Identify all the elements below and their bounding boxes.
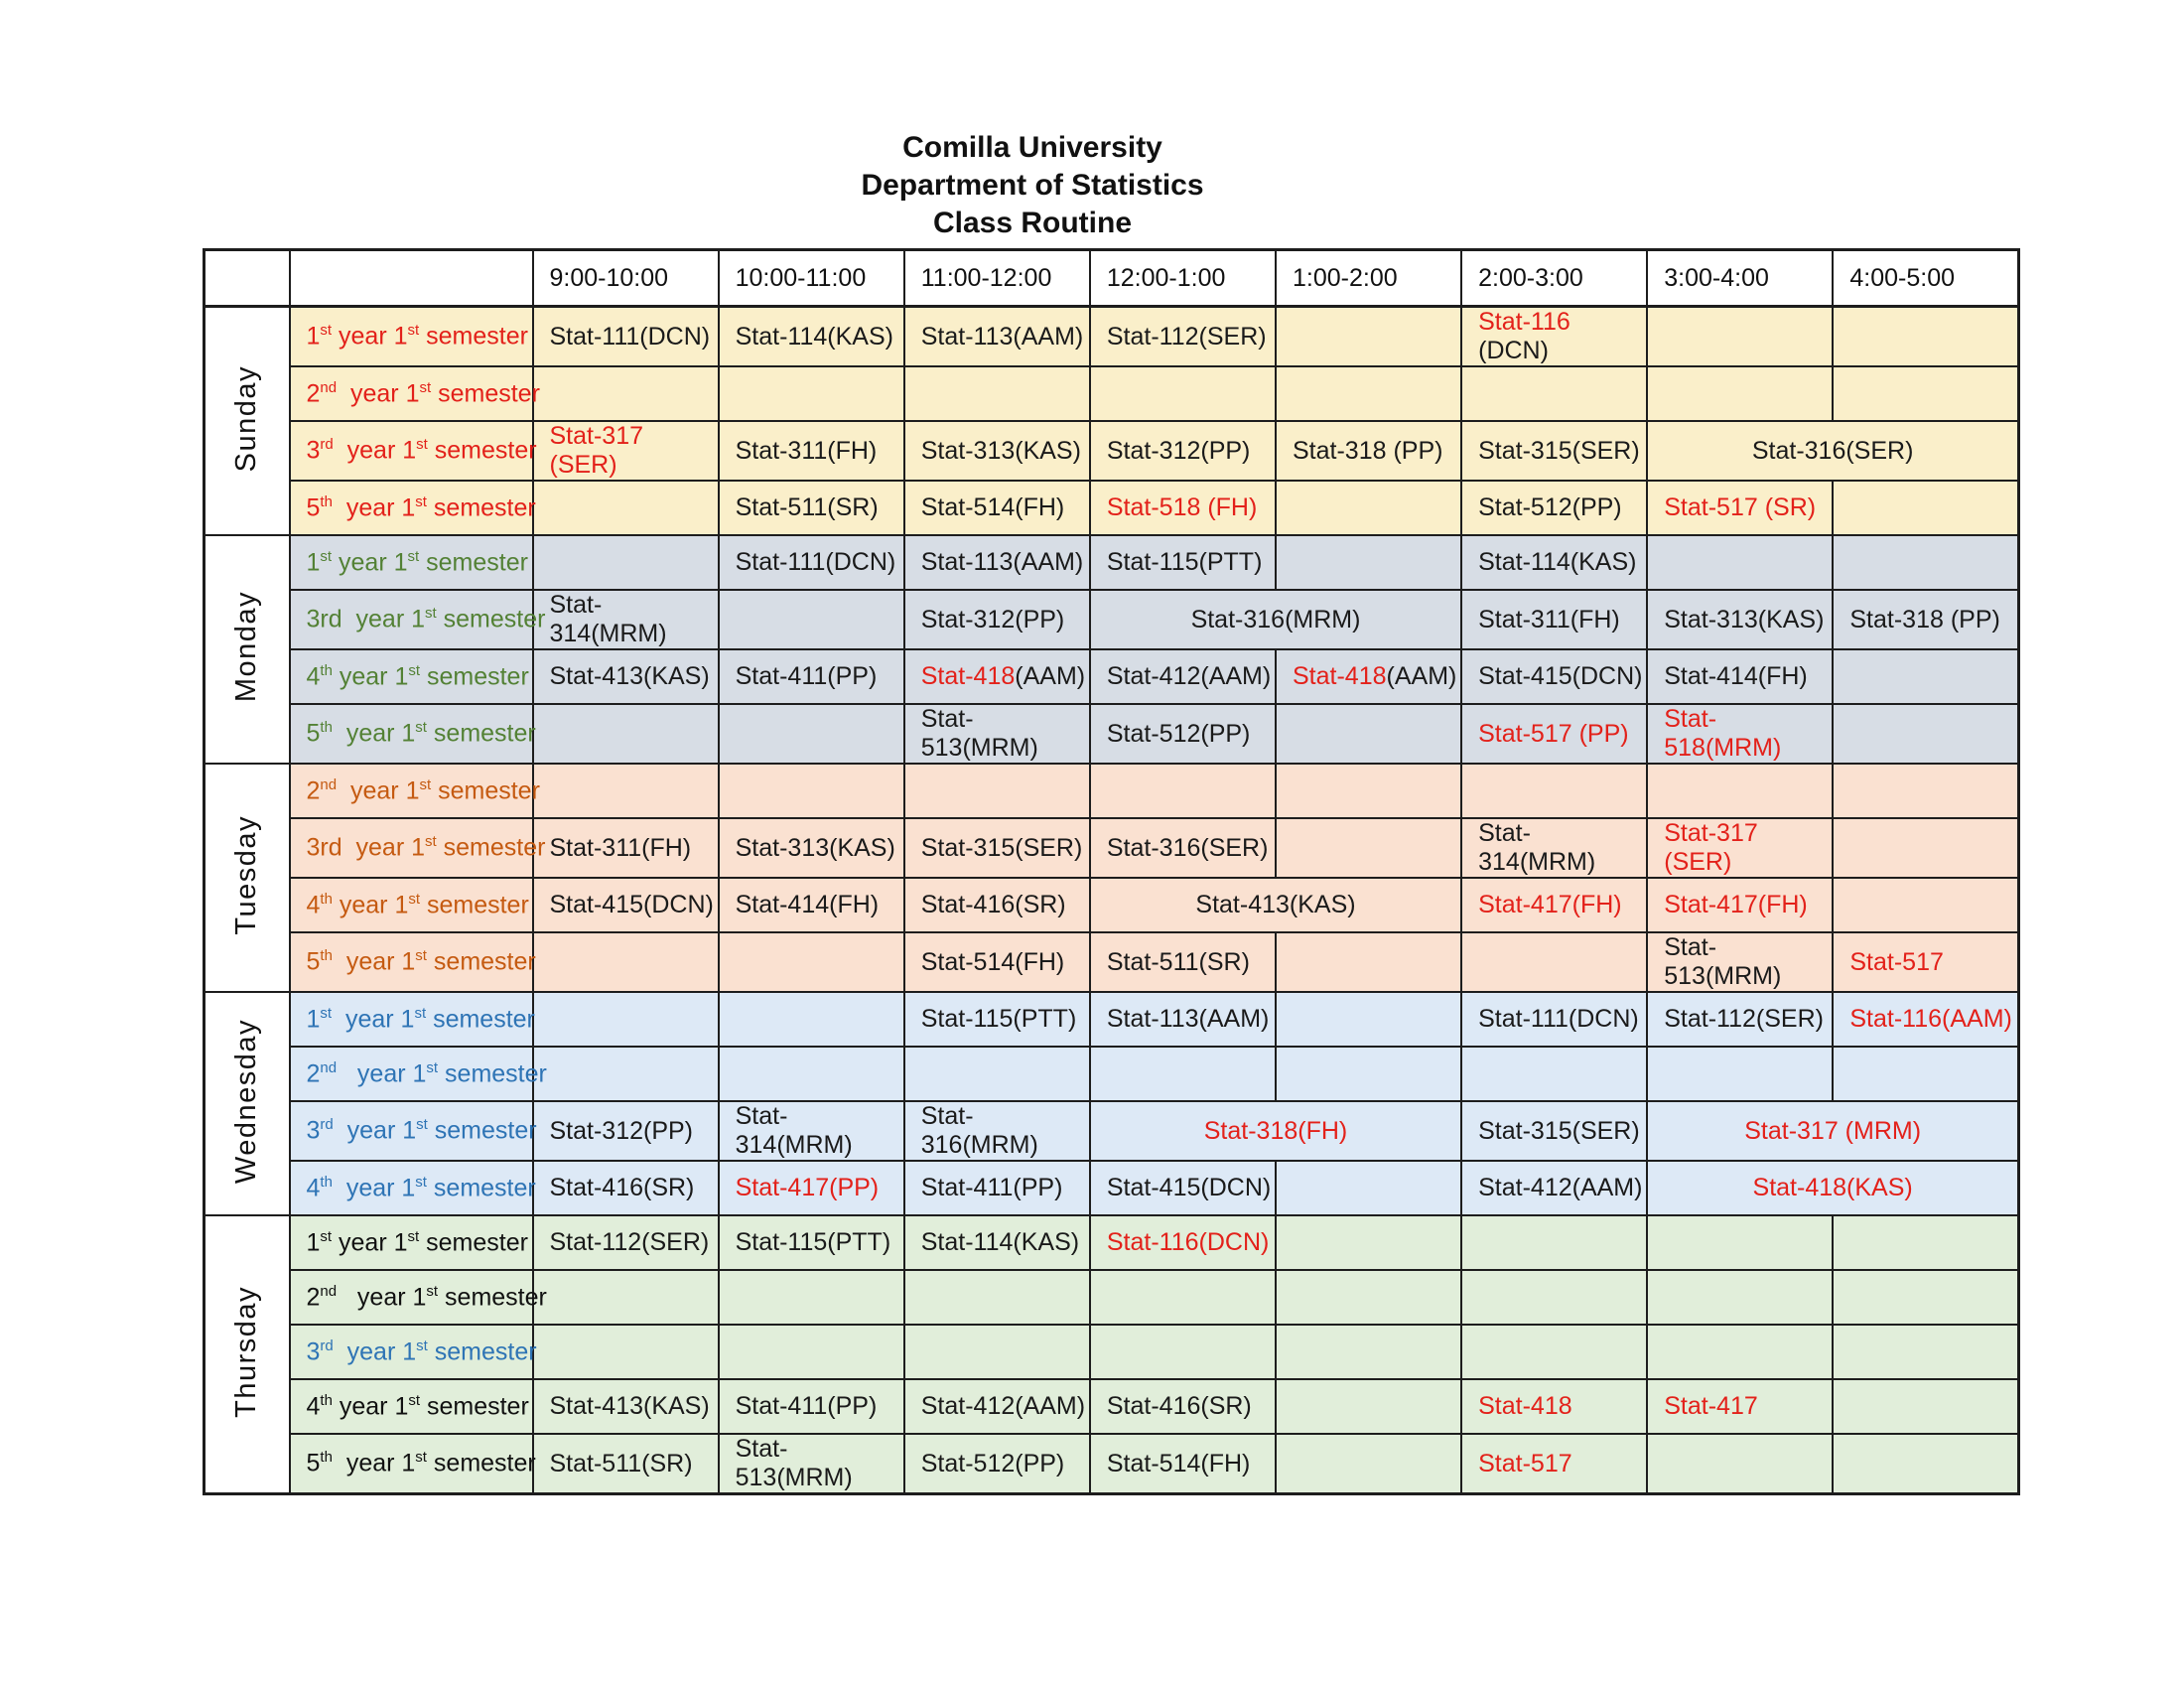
routine-row [205, 1325, 2019, 1379]
day-cell-wednesday [205, 992, 290, 1215]
empty-cell [1461, 1270, 1647, 1325]
course-cell: Stat-316(MRM) [904, 1101, 1090, 1161]
empty-cell [1461, 932, 1647, 992]
course-cell: Stat-414(FH) [1647, 649, 1833, 704]
empty-cell [1276, 1161, 1461, 1215]
time-header: 9:00-10:00 [533, 250, 719, 307]
course-cell: Stat-115(PTT) [719, 1215, 904, 1270]
routine-row [205, 1379, 2019, 1434]
empty-cell [719, 992, 904, 1047]
empty-cell [719, 1047, 904, 1101]
course-cell [904, 649, 1090, 704]
empty-cell [1833, 535, 2018, 590]
course-code-part: (DCN) [1478, 337, 1549, 364]
course-cell: Stat-311(FH) [533, 818, 719, 878]
course-cell: Stat-417(FH) [1647, 878, 1833, 932]
time-header: 1:00-2:00 [1276, 250, 1461, 307]
semester-label: 4th year 1st semester [290, 878, 533, 932]
semester-label: 4th year 1st semester [290, 1379, 533, 1434]
course-cell: Stat-112(SER) [1647, 992, 1833, 1047]
empty-cell [1833, 1325, 2018, 1379]
routine-row [205, 421, 2019, 481]
empty-cell [719, 1270, 904, 1325]
course-cell: Stat-417 [1647, 1379, 1833, 1434]
course-cell: Stat-114(KAS) [904, 1215, 1090, 1270]
routine-row [205, 366, 2019, 421]
semester-label: 5th year 1st semester [290, 704, 533, 764]
empty-cell [1276, 932, 1461, 992]
empty-cell [1090, 1270, 1276, 1325]
course-cell: Stat-318 (PP) [1276, 421, 1461, 481]
routine-row [205, 535, 2019, 590]
empty-cell [904, 1325, 1090, 1379]
routine-row [205, 818, 2019, 878]
empty-cell [1833, 1215, 2018, 1270]
empty-cell [1833, 878, 2018, 932]
time-header: 4:00-5:00 [1833, 250, 2018, 307]
empty-cell [1647, 1215, 1833, 1270]
empty-cell [719, 590, 904, 649]
day-label: Thursday [230, 1286, 263, 1418]
time-header: 3:00-4:00 [1647, 250, 1833, 307]
empty-cell [1276, 992, 1461, 1047]
course-cell: Stat-518 (FH) [1090, 481, 1276, 535]
routine-row [205, 764, 2019, 818]
routine-row [205, 481, 2019, 535]
day-cell-tuesday [205, 764, 290, 992]
course-cell: Stat-114(KAS) [1461, 535, 1647, 590]
course-cell: Stat-513(MRM) [904, 704, 1090, 764]
semester-label: 4th year 1st semester [290, 649, 533, 704]
course-cell: Stat-315(SER) [904, 818, 1090, 878]
course-cell: Stat-317 (SER) [533, 421, 719, 481]
course-cell: Stat-513(MRM) [719, 1434, 904, 1494]
semester-label: 3rd year 1st semester [290, 1325, 533, 1379]
course-cell: Stat-418(KAS) [1647, 1161, 2018, 1215]
semester-label: 1st year 1st semester [290, 535, 533, 590]
empty-cell [1276, 1325, 1461, 1379]
empty-cell [1647, 764, 1833, 818]
empty-cell [1833, 366, 2018, 421]
course-cell: Stat-517 [1833, 932, 2018, 992]
empty-cell [904, 366, 1090, 421]
routine-row [205, 932, 2019, 992]
empty-cell [1276, 818, 1461, 878]
empty-cell [533, 535, 719, 590]
course-code-part: Stat-418 [920, 662, 1016, 690]
empty-cell [1647, 307, 1833, 367]
empty-cell [1461, 1215, 1647, 1270]
semester-label: 3rd year 1st semester [290, 590, 533, 649]
semester-label: 3rd year 1st semester [290, 421, 533, 481]
course-cell: Stat-513(MRM) [1647, 932, 1833, 992]
routine-row [205, 649, 2019, 704]
empty-cell [533, 481, 719, 535]
course-cell: Stat-411(PP) [719, 649, 904, 704]
course-cell: Stat-511(SR) [1090, 932, 1276, 992]
empty-cell [1461, 1047, 1647, 1101]
course-cell: Stat-514(FH) [904, 932, 1090, 992]
semester-label: 3rd year 1st semester [290, 1101, 533, 1161]
course-cell: Stat-111(DCN) [719, 535, 904, 590]
course-cell: Stat-517 (PP) [1461, 704, 1647, 764]
course-cell: Stat-412(AAM) [1090, 649, 1276, 704]
empty-cell [1276, 1379, 1461, 1434]
course-cell: Stat-518(MRM) [1647, 704, 1833, 764]
course-cell: Stat-112(SER) [1090, 307, 1276, 367]
day-cell-sunday [205, 307, 290, 536]
empty-cell [1647, 1434, 1833, 1494]
empty-cell [719, 1325, 904, 1379]
time-header: 12:00-1:00 [1090, 250, 1276, 307]
course-cell: Stat-313(KAS) [904, 421, 1090, 481]
day-label: Tuesday [230, 815, 263, 935]
empty-cell [533, 1325, 719, 1379]
routine-row [205, 1161, 2019, 1215]
course-cell: Stat-415(DCN) [1090, 1161, 1276, 1215]
time-header: 10:00-11:00 [719, 250, 904, 307]
empty-cell [1461, 366, 1647, 421]
semester-label: 2nd year 1st semester [290, 1270, 533, 1325]
course-cell: Stat-112(SER) [533, 1215, 719, 1270]
empty-cell [1276, 1047, 1461, 1101]
day-cell-monday [205, 535, 290, 764]
semester-label: 5th year 1st semester [290, 932, 533, 992]
empty-cell [1276, 366, 1461, 421]
course-cell: Stat-318 (PP) [1833, 590, 2018, 649]
corner-day-cell [205, 250, 290, 307]
routine-row [205, 590, 2019, 649]
empty-cell [1833, 649, 2018, 704]
course-cell: Stat-312(PP) [904, 590, 1090, 649]
routine-row [205, 1270, 2019, 1325]
empty-cell [1461, 764, 1647, 818]
course-cell: Stat-314(MRM) [719, 1101, 904, 1161]
course-cell: Stat-416(SR) [1090, 1379, 1276, 1434]
routine-row [205, 878, 2019, 932]
day-cell-thursday [205, 1215, 290, 1494]
course-cell: Stat-411(PP) [719, 1379, 904, 1434]
course-cell: Stat-511(SR) [533, 1434, 719, 1494]
empty-cell [904, 1047, 1090, 1101]
routine-row [205, 1215, 2019, 1270]
course-cell: Stat-116(DCN) [1090, 1215, 1276, 1270]
department-title: Department of Statistics [861, 169, 1204, 202]
course-cell: Stat-114(KAS) [719, 307, 904, 367]
course-cell: Stat-415(DCN) [533, 878, 719, 932]
course-cell: Stat-313(KAS) [1647, 590, 1833, 649]
empty-cell [1647, 535, 1833, 590]
empty-cell [719, 764, 904, 818]
day-label: Monday [230, 591, 263, 703]
semester-label: 1st year 1st semester [290, 992, 533, 1047]
empty-cell [533, 704, 719, 764]
course-cell: Stat-316(MRM) [1090, 590, 1461, 649]
course-cell: Stat-412(AAM) [1461, 1161, 1647, 1215]
course-code-part: Stat-116 [1478, 308, 1570, 336]
empty-cell [1647, 1047, 1833, 1101]
course-cell: Stat-411(PP) [904, 1161, 1090, 1215]
course-cell: Stat-311(FH) [719, 421, 904, 481]
day-label: Wednesday [230, 1018, 263, 1185]
course-cell: Stat-314(MRM) [1461, 818, 1647, 878]
empty-cell [1647, 366, 1833, 421]
empty-cell [1276, 1215, 1461, 1270]
empty-cell [1833, 1047, 2018, 1101]
empty-cell [533, 932, 719, 992]
course-cell: Stat-315(SER) [1461, 1101, 1647, 1161]
empty-cell [1461, 1325, 1647, 1379]
course-cell: Stat-417(FH) [1461, 878, 1647, 932]
semester-label: 5th year 1st semester [290, 481, 533, 535]
empty-cell [1276, 764, 1461, 818]
empty-cell [1090, 366, 1276, 421]
day-label: Sunday [230, 364, 263, 473]
routine-title: Class Routine [932, 207, 1133, 239]
course-cell: Stat-413(KAS) [1090, 878, 1461, 932]
course-cell: Stat-115(PTT) [904, 992, 1090, 1047]
university-title: Comilla University [902, 131, 1162, 164]
course-code-part: Stat-418 [1293, 662, 1387, 690]
course-cell: Stat-517 (SR) [1647, 481, 1833, 535]
empty-cell [1090, 1325, 1276, 1379]
empty-cell [1833, 1379, 2018, 1434]
empty-cell [1276, 1434, 1461, 1494]
course-code-part: (AAM) [1386, 662, 1457, 690]
empty-cell [1647, 1270, 1833, 1325]
course-cell: Stat-412(AAM) [904, 1379, 1090, 1434]
routine-row [205, 992, 2019, 1047]
corner-label-cell [290, 250, 533, 307]
course-cell: Stat-417(PP) [719, 1161, 904, 1215]
course-cell: Stat-316(SER) [1647, 421, 2018, 481]
semester-label: 2nd year 1st semester [290, 1047, 533, 1101]
semester-label: 5th year 1st semester [290, 1434, 533, 1494]
empty-cell [533, 992, 719, 1047]
course-cell: Stat-415(DCN) [1461, 649, 1647, 704]
course-cell [1461, 307, 1647, 367]
course-cell: Stat-416(SR) [533, 1161, 719, 1215]
course-cell: Stat-413(KAS) [533, 1379, 719, 1434]
course-cell: Stat-414(FH) [719, 878, 904, 932]
course-cell: Stat-317 (SER) [1647, 818, 1833, 878]
course-cell: Stat-312(PP) [533, 1101, 719, 1161]
semester-label: 2nd year 1st semester [290, 764, 533, 818]
empty-cell [1276, 1270, 1461, 1325]
time-header: 2:00-3:00 [1461, 250, 1647, 307]
course-cell: Stat-116(AAM) [1833, 992, 2018, 1047]
empty-cell [719, 704, 904, 764]
course-cell: Stat-511(SR) [719, 481, 904, 535]
course-cell: Stat-317 (MRM) [1647, 1101, 2018, 1161]
empty-cell [1090, 1047, 1276, 1101]
empty-cell [1833, 481, 2018, 535]
course-cell: Stat-517 [1461, 1434, 1647, 1494]
empty-cell [1647, 1325, 1833, 1379]
course-cell: Stat-413(KAS) [533, 649, 719, 704]
routine-row [205, 1101, 2019, 1161]
routine-row [205, 704, 2019, 764]
course-cell: Stat-311(FH) [1461, 590, 1647, 649]
course-cell: Stat-316(SER) [1090, 818, 1276, 878]
empty-cell [1276, 307, 1461, 367]
empty-cell [533, 1270, 719, 1325]
course-cell: Stat-113(AAM) [904, 307, 1090, 367]
routine-row [205, 1047, 2019, 1101]
routine-row [205, 1434, 2019, 1494]
course-cell: Stat-512(PP) [1461, 481, 1647, 535]
course-cell: Stat-313(KAS) [719, 818, 904, 878]
course-cell: Stat-113(AAM) [1090, 992, 1276, 1047]
course-cell [1276, 649, 1461, 704]
document-title-block [169, 129, 1896, 242]
empty-cell [1833, 307, 2018, 367]
empty-cell [1276, 704, 1461, 764]
semester-label: 1st year 1st semester [290, 307, 533, 367]
empty-cell [719, 366, 904, 421]
course-cell: Stat-115(PTT) [1090, 535, 1276, 590]
empty-cell [1833, 704, 2018, 764]
course-cell: Stat-418 [1461, 1379, 1647, 1434]
course-cell: Stat-111(DCN) [1461, 992, 1647, 1047]
semester-label: 3rd year 1st semester [290, 818, 533, 878]
course-cell: Stat-514(FH) [904, 481, 1090, 535]
empty-cell [904, 764, 1090, 818]
course-cell: Stat-512(PP) [904, 1434, 1090, 1494]
course-cell: Stat-312(PP) [1090, 421, 1276, 481]
empty-cell [1833, 1270, 2018, 1325]
empty-cell [1833, 1434, 2018, 1494]
course-cell: Stat-514(FH) [1090, 1434, 1276, 1494]
time-header-row [205, 250, 2019, 307]
empty-cell [719, 932, 904, 992]
course-cell: Stat-512(PP) [1090, 704, 1276, 764]
empty-cell [1276, 481, 1461, 535]
course-cell: Stat-315(SER) [1461, 421, 1647, 481]
empty-cell [1090, 764, 1276, 818]
empty-cell [533, 1047, 719, 1101]
empty-cell [533, 366, 719, 421]
course-cell: Stat-416(SR) [904, 878, 1090, 932]
routine-body [205, 307, 2019, 1494]
course-code-part: (AAM) [1015, 662, 1086, 690]
empty-cell [533, 764, 719, 818]
course-cell: Stat-113(AAM) [904, 535, 1090, 590]
empty-cell [1276, 535, 1461, 590]
semester-label: 1st year 1st semester [290, 1215, 533, 1270]
empty-cell [1833, 818, 2018, 878]
course-cell: Stat-314(MRM) [533, 590, 719, 649]
class-routine-table [203, 248, 2020, 1495]
empty-cell [1833, 764, 2018, 818]
time-header: 11:00-12:00 [904, 250, 1090, 307]
routine-row [205, 307, 2019, 367]
course-cell: Stat-111(DCN) [533, 307, 719, 367]
semester-label: 2nd year 1st semester [290, 366, 533, 421]
semester-label: 4th year 1st semester [290, 1161, 533, 1215]
course-cell: Stat-318(FH) [1090, 1101, 1461, 1161]
empty-cell [904, 1270, 1090, 1325]
